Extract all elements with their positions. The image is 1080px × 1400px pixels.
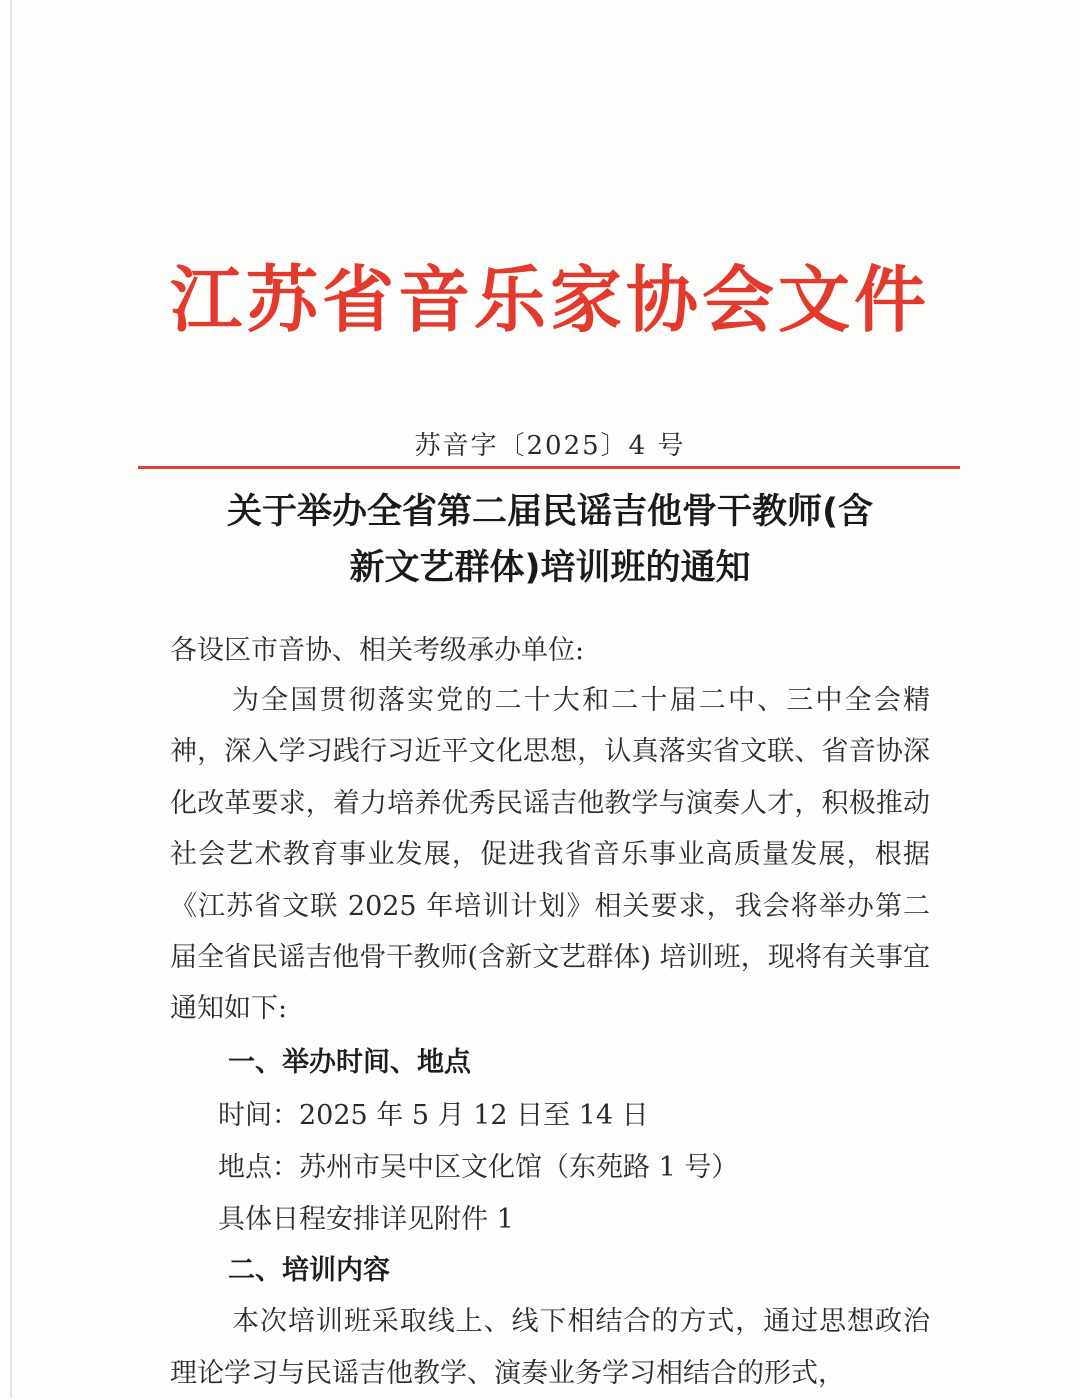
content-paragraph: 本次培训班采取线上、线下相结合的方式，通过思想政治理论学习与民谣吉他教学、演奏业务学习相结合的形式， [170,1306,930,1389]
training-place: 地点：苏州市吴中区文化馆（东苑路 1 号） [218,1152,739,1183]
training-time: 时间：2025 年 5 月 12 日至 14 日 [218,1100,649,1131]
intro-paragraph: 为全国贯彻落实党的二十大和二十届二中、三中全会精神，深入学习践行习近平文化思想，认真落实省文联、省音协深化改革要求，着力培养优秀民谣吉他教学与演奏人才，积极推动社会艺术教育事业发展，促进我省音乐事业高质量发展，根据《江苏省文联 2025 年培训计划》相关要求，我会将举办第二届全省民谣吉他骨干教师(含新文艺群体) 培训班，现将有关事宜通知如下: [170,685,930,1025]
schedule-reference: 具体日程安排详见附件 1 [218,1204,514,1235]
section-heading-time-place: 一、举办时间、地点 [228,1047,471,1078]
salutation: 各设区市音协、相关考级承办单位: [170,635,585,666]
red-divider-rule [138,466,960,469]
document-number: 苏音字〔2025〕4 号 [414,431,686,461]
page-edge-shadow [10,0,12,1398]
document-header-title: 江苏省音乐家协会文件 [169,257,930,342]
notice-title [150,484,950,596]
notice-title-line-1: 关于举办全省第二届民谣吉他骨干教师(含 [227,492,873,532]
section-heading-content: 二、培训内容 [228,1255,390,1286]
notice-title-line-2: 新文艺群体)培训班的通知 [349,548,751,588]
